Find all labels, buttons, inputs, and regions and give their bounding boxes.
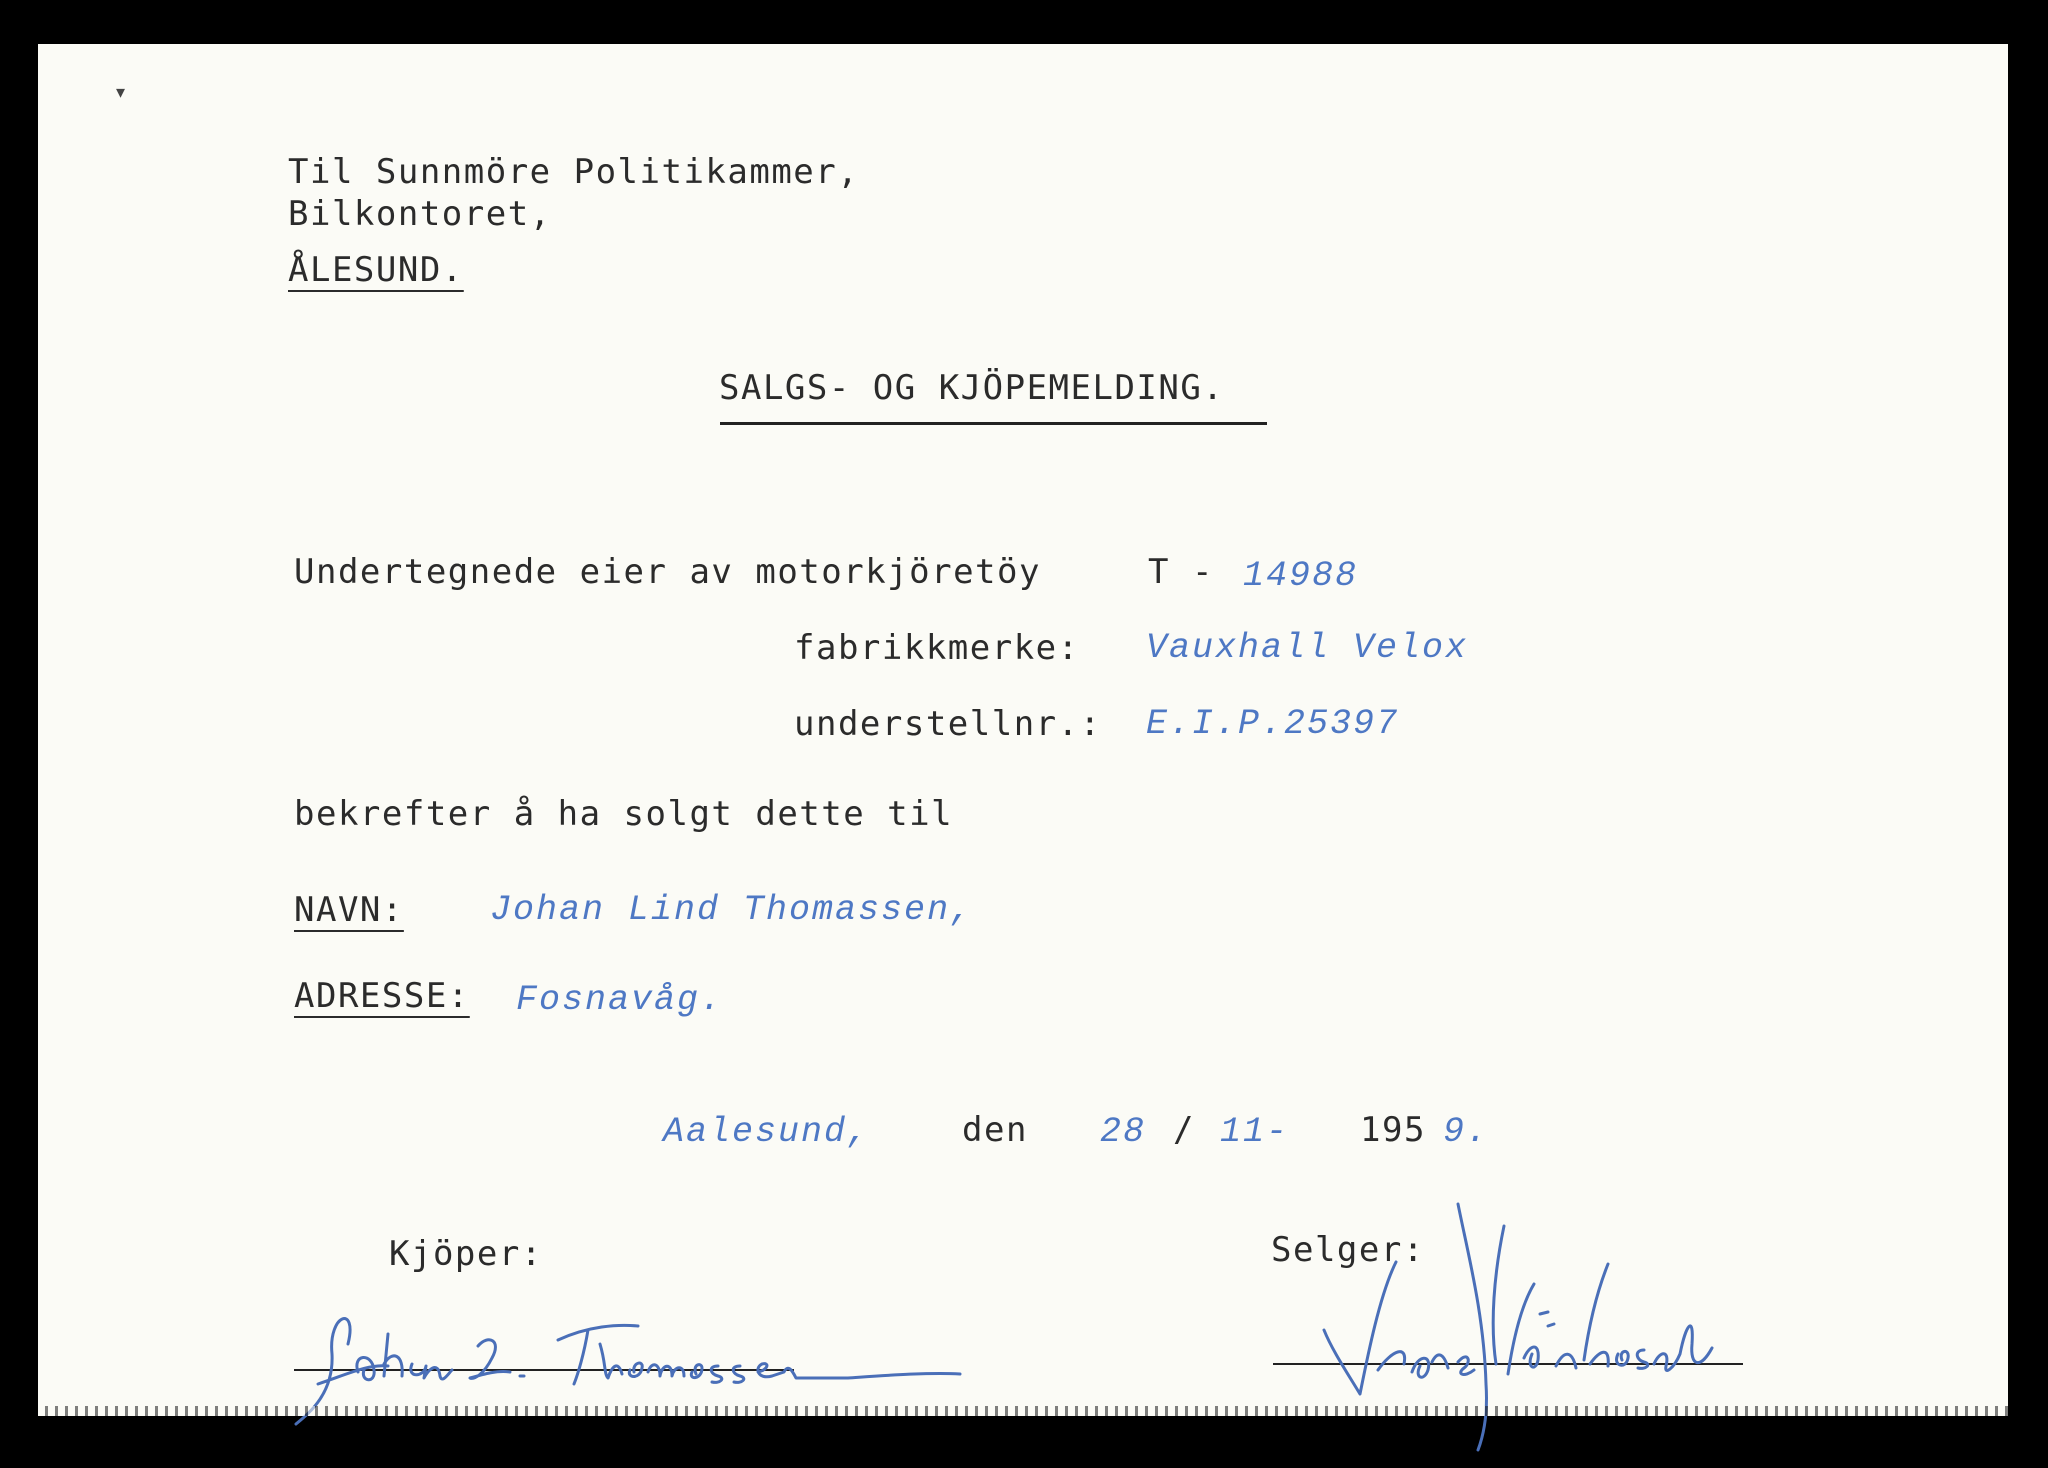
date-year-handwritten: 9. <box>1443 1112 1490 1152</box>
registration-prefix: T - <box>1148 552 1214 592</box>
addressee-city: ÅLESUND. <box>288 250 464 290</box>
make-value: Vauxhall Velox <box>1146 628 1469 668</box>
address-value: Fosnavåg. <box>516 980 724 1020</box>
registration-number: 14988 <box>1243 556 1359 596</box>
chassis-label: understellnr.: <box>794 704 1102 744</box>
chassis-value: E.I.P.25397 <box>1146 704 1400 744</box>
name-label: NAVN: <box>294 890 404 930</box>
buyer-signature-label: Kjöper: <box>389 1234 543 1274</box>
addressee-line-2: Bilkontoret, <box>288 194 552 234</box>
date-den: den <box>962 1110 1028 1150</box>
date-month: 11- <box>1220 1112 1290 1152</box>
seller-signature <box>1308 1154 1788 1454</box>
addressee-line-1: Til Sunnmöre Politikammer, <box>288 152 860 192</box>
date-place: Aalesund, <box>663 1112 871 1152</box>
document-title: SALGS- OG KJÖPEMELDING. <box>719 368 1225 408</box>
buyer-signature <box>288 1274 968 1434</box>
title-underline <box>720 422 1267 425</box>
address-label: ADRESSE: <box>294 976 470 1016</box>
document-page <box>38 44 2008 1416</box>
seller-signature-label: Selger: <box>1271 1230 1425 1270</box>
confirmation-text: bekrefter å ha solgt dette til <box>294 794 954 834</box>
margin-speck: ▾ <box>116 82 126 103</box>
date-slash: / <box>1173 1110 1195 1150</box>
date-day: 28 <box>1100 1112 1147 1152</box>
make-label: fabrikkmerke: <box>794 628 1080 668</box>
owner-statement: Undertegnede eier av motorkjöretöy <box>294 552 1041 592</box>
name-value: Johan Lind Thomassen, <box>490 890 974 930</box>
date-year-typed: 195 <box>1360 1110 1426 1150</box>
